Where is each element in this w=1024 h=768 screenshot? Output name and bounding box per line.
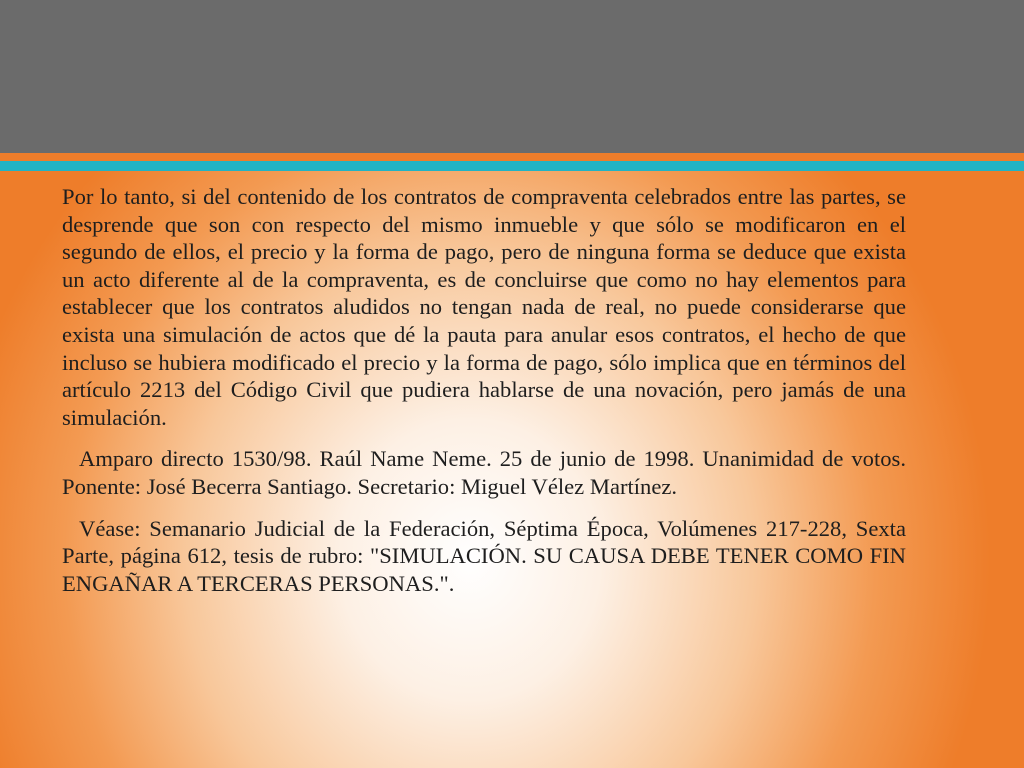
paragraph-ruling: Por lo tanto, si del contenido de los contratos de compraventa celebrados entre las partes, se desprende que son con respecto del mismo inmueble y que sólo se modificaron en el segundo de ellos, el precio y la forma de pago, pero de ninguna forma se deduce que exista un acto diferente al de la compraventa, es de concluirse que como no hay elementos para establecer que los contratos aludidos no tengan nada de real, no puede considerarse que exista una simulación de actos que dé la pauta para anular esos contratos, el hecho de que incluso se hubiera modificado el precio y la forma de pago, sólo implica que en términos del artículo 2213 del Código Civil que pudiera hablarse de una novación, pero jamás de una simulación. [62, 184, 906, 430]
teal-stripe [0, 161, 1024, 171]
paragraph-reference: Véase: Semanario Judicial de la Federación, Séptima Época, Volúmenes 217-228, Sexta Parte, página 612, tesis de rubro: "SIMULACIÓN. SU CAUSA DEBE TENER COMO FIN ENGAÑAR A TERCERAS PERSONAS.". [62, 515, 906, 596]
header-bar [0, 0, 1024, 153]
orange-stripe [0, 153, 1024, 161]
slide-body [62, 183, 906, 611]
paragraph-citation: Amparo directo 1530/98. Raúl Name Neme. 25 de junio de 1998. Unanimidad de votos. Ponente: José Becerra Santiago. Secretario: Miguel Vélez Martínez. [62, 446, 906, 499]
